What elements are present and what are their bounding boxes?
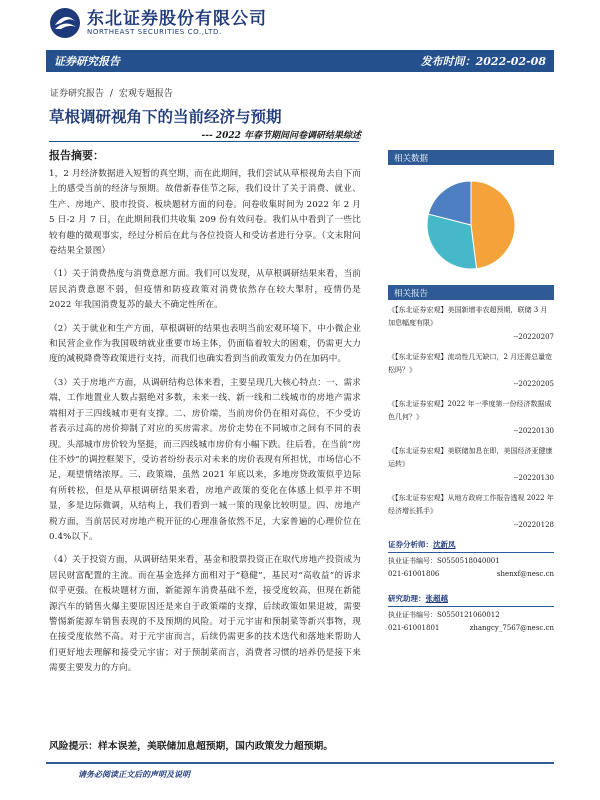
analyst-section bbox=[388, 539, 554, 635]
related-reports-heading: 相关报告 bbox=[388, 285, 554, 300]
pie-chart bbox=[388, 165, 554, 281]
cert-label: 执业证书编号： bbox=[388, 611, 437, 619]
report-subtitle: --- 2022 年春节期间问卷调研结果综述 bbox=[201, 131, 361, 141]
footer-disclaimer[interactable]: 请务必阅读正文后的声明及说明 bbox=[78, 769, 190, 779]
analyst-cert bbox=[388, 555, 554, 568]
analyst-email[interactable]: zhangcy_7567@nesc.cn bbox=[469, 624, 554, 632]
report-date: --20220130 bbox=[513, 427, 554, 435]
company-name-cn: 东北证券股份有限公司 bbox=[87, 8, 267, 29]
report-link[interactable]: 《【东北证券宏观】2022 年一季度第一份经济数据成色几何？》 bbox=[388, 400, 552, 421]
company-name-en: NORTHEAST SECURITIES CO.,LTD. bbox=[87, 27, 222, 36]
abstract-paragraph: 1，2 月经济数据进入短暂的真空期，而在此期间，我们尝试从草根视角去自下而上的感受当前的经济与预期。故借新春佳节之际，我们设计了关于消费、就业、生产、房地产、股市投资、板块题材方面的问卷。问卷收集时间为 2022 年 2 月 5 日-2 月 7 日，在此期间我们共收集 209 份有效问卷。我们从中看到了一些比较有趣的微观事实，经过分析后在此与各位投资人和受访者进行分享。（文末附问卷结果全景图） bbox=[49, 169, 361, 257]
title-divider bbox=[49, 141, 359, 142]
sidebar bbox=[388, 150, 554, 635]
report-link[interactable]: 《【东北证券宏观】从地方政府工作报告透视 2022 年经济增长抓手》 bbox=[388, 494, 554, 515]
abstract-paragraph: （4）关于投资方面，从调研结果来看，基金和股票投资正在取代房地产投资成为居民财富配置的主流。而在基金选择方面相对于“稳健”，基民对“高收益”的诉求似乎更强。在板块题材方面，新能源车消费基础不差，接受度较高，但现在新能源汽车的销售火爆主要原因还是来自于政策端的支撑，后续政策如果退坡，需要警惕新能源车销售表现的不及预期的风险。对于元宇宙和预制菜等新兴事物，现在接受度依然不高。对于元宇宙而言，后续仍需更多的技术迭代和落地来帮助人们更好地去理解和接受元宇宙；对于预制菜而言，消费者习惯的培养仍是接下来需要主要发力的方向。 bbox=[49, 555, 361, 674]
analyst-role-label: 研究助理： bbox=[388, 594, 426, 603]
analyst-role bbox=[388, 593, 554, 607]
report-title: 草根调研视角下的当前经济与预期 bbox=[49, 108, 282, 126]
publish-date: 发布时间：2022-02-08 bbox=[420, 55, 546, 68]
analyst-card bbox=[388, 539, 554, 581]
report-date: --20220128 bbox=[513, 521, 554, 529]
abstract-paragraph: （3）关于房地产方面，从调研结构总体来看，主要呈现几大核心特点：一、需求端，工作地置业人数占据绝对多数，未来一线、新一线和二线城市的房地产需求端相对于三四线城市更有支撑。二、房价端，当前房价仍在相对高位，不少受访者表示过高的房价抑制了对应的买房需求。房价走势在不同城市之间有不同的表现。头部城市房价较为坚挺，而三四线城市房价有小幅下跌。往后看，在当前“房住不炒”的调控框架下，受访者纷纷表示对未来的房价表现有所担忧，市场信心不足，观望情绪浓厚。三、政策端，虽然 2021 年底以来，多地房贷政策似乎边际有所转松，但是从草根调研结果来看，房地产政策的变化在体感上似乎并不明显，多是边际微调，从结构上，我们看到一城一策的现象比较明显。四、房地产税方面，当前居民对房地产税开征的心理准备依然不足，大家普遍的心理价位在 0.4%以下。 bbox=[49, 377, 361, 542]
breadcrumb-item: 宏观专题报告 bbox=[118, 89, 173, 99]
cert-number: S0550121060012 bbox=[437, 611, 500, 619]
analyst-contact bbox=[388, 622, 554, 635]
list-item[interactable] bbox=[388, 398, 554, 438]
list-item[interactable] bbox=[388, 304, 554, 344]
list-item[interactable] bbox=[388, 445, 554, 485]
pie-slice-0 bbox=[471, 181, 515, 269]
list-item[interactable] bbox=[388, 351, 554, 391]
report-date: --20220207 bbox=[513, 333, 554, 341]
cert-label: 执业证书编号： bbox=[388, 557, 437, 565]
risk-warning: 风险提示：样本误差，美联储加息超预期，国内政策发力超预期。 bbox=[49, 741, 334, 752]
abstract-section bbox=[49, 147, 361, 677]
analyst-card bbox=[388, 593, 554, 635]
analyst-phone: 021-61001806 bbox=[388, 570, 440, 578]
analyst-role-label: 证券分析师： bbox=[388, 540, 433, 549]
analyst-name: 沈新凤 bbox=[433, 540, 456, 549]
analyst-phone: 021-61001801 bbox=[388, 624, 440, 632]
report-link[interactable]: 《【东北证券宏观】美联储加息在即，美国经济亚健康运转》 bbox=[388, 447, 553, 468]
analyst-contact bbox=[388, 568, 554, 581]
breadcrumb-separator: / bbox=[109, 89, 113, 99]
analyst-cert bbox=[388, 609, 554, 622]
related-reports-list bbox=[388, 304, 554, 532]
footer-divider bbox=[46, 762, 554, 764]
analyst-name: 张超越 bbox=[425, 594, 448, 603]
breadcrumb-item: 证券研究报告 bbox=[50, 89, 105, 99]
header-banner bbox=[46, 50, 554, 72]
abstract-heading: 报告摘要： bbox=[49, 149, 104, 162]
breadcrumb bbox=[50, 86, 176, 99]
report-link[interactable]: 《【东北证券宏观】美国新增非农超预期，联储 3 月加息幅度有限》 bbox=[388, 306, 548, 327]
list-item[interactable] bbox=[388, 492, 554, 532]
report-date: --20220130 bbox=[513, 474, 554, 482]
company-logo bbox=[49, 6, 267, 40]
analyst-email[interactable]: shenxf@nesc.cn bbox=[496, 570, 554, 578]
report-type-label: 证券研究报告 bbox=[54, 55, 120, 68]
report-link[interactable]: 《【东北证券宏观】流动性几无缺口，2 月还需总量宽松吗？》 bbox=[388, 353, 553, 374]
abstract-paragraph: （2）关于就业和生产方面，草根调研的结果也表明当前宏观环境下，中小微企业和民营企业作为我国吸纳就业重要市场主体，仍面临着较大的困难，仍需更大力度的减税降费等政策进行支持，而我们也确实看到当前政策发力仍在加码中。 bbox=[49, 323, 361, 365]
cert-number: S0550518040001 bbox=[437, 557, 500, 565]
abstract-paragraph: （1）关于消费热度与消费意愿方面。我们可以发现，从草根调研结果来看，当前居民消费意愿不弱，但疫情和防疫政策对消费依然存在较大掣肘，疫情仍是 2022 年我国消费复苏的最大不确定性所在。 bbox=[49, 269, 361, 311]
related-data-heading: 相关数据 bbox=[388, 150, 554, 165]
analyst-role bbox=[388, 539, 554, 553]
company-logo-icon bbox=[49, 7, 81, 39]
report-date: --20220205 bbox=[513, 380, 554, 388]
